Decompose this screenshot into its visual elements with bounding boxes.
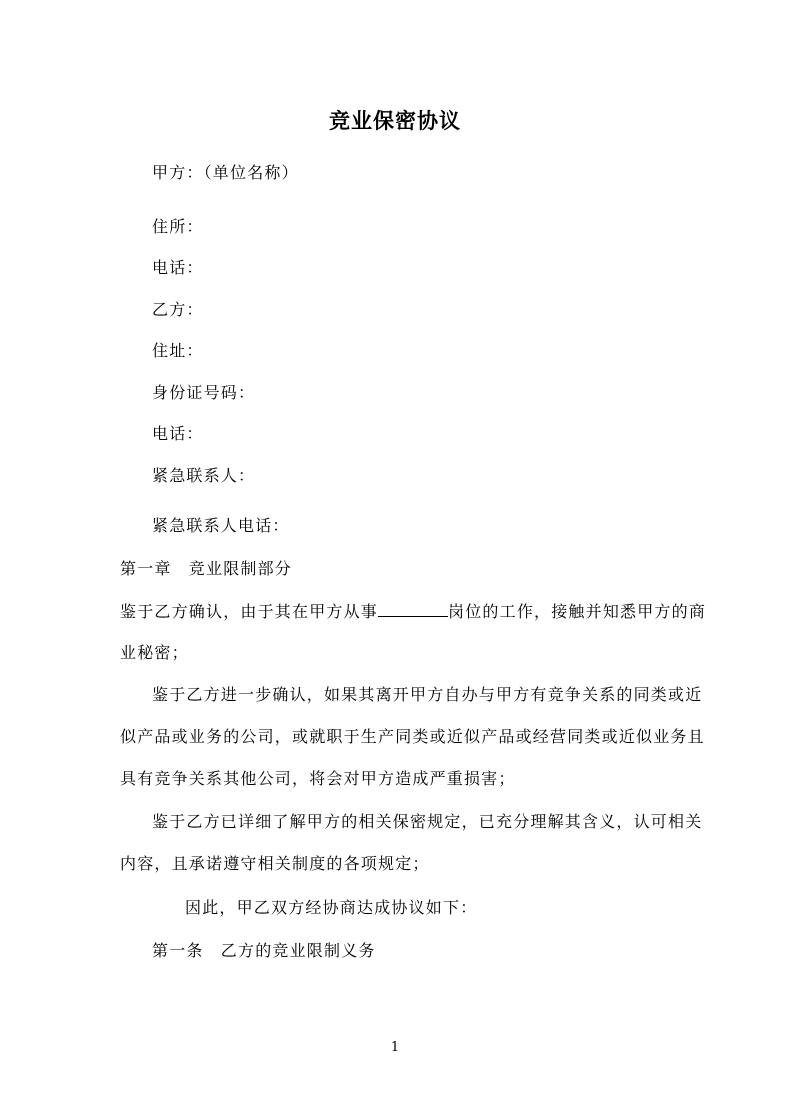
- paragraph-1: [120, 601, 706, 622]
- party-a-field: 甲方：（单位名称）: [152, 163, 299, 182]
- emergency-contact-field: 紧急联系人：: [152, 466, 256, 485]
- para1-text-b: 岗位的工作，接触并知悉甲方的商: [448, 602, 707, 621]
- chapter-heading: 第一章 竞业限制部分: [120, 559, 293, 578]
- paragraph-4: 因此，甲乙双方经协商达成协议如下：: [185, 898, 478, 917]
- party-b-field: 乙方：: [152, 300, 204, 319]
- phone-field-b: 电话：: [152, 424, 204, 443]
- paragraph-2-line: 具有竞争关系其他公司，将会对甲方造成严重损害；: [120, 769, 516, 788]
- residence-field: 住址：: [152, 341, 204, 360]
- paragraph-3-line: 内容，且承诺遵守相关制度的各项规定；: [120, 854, 430, 873]
- paragraph-3-line: 鉴于乙方已详细了解甲方的相关保密规定，已充分理解其含义，认可相关: [152, 812, 703, 831]
- position-blank: [378, 601, 448, 617]
- emergency-phone-field: 紧急联系人电话：: [152, 516, 290, 535]
- address-field: 住所：: [152, 217, 204, 236]
- article-heading: 第一条 乙方的竞业限制义务: [152, 941, 376, 960]
- paragraph-2-line: 似产品或业务的公司，或就职于生产同类或近似产品或经营同类或近似业务且: [120, 727, 705, 746]
- document-title: 竞业保密协议: [329, 108, 461, 133]
- paragraph-1-cont: 业秘密；: [120, 643, 189, 662]
- phone-field: 电话：: [152, 258, 204, 277]
- page-number: 1: [390, 1040, 400, 1055]
- para1-text-a: 鉴于乙方确认，由于其在甲方从事: [120, 602, 379, 621]
- id-number-field: 身份证号码：: [152, 383, 256, 402]
- paragraph-2-line: 鉴于乙方进一步确认，如果其离开甲方自办与甲方有竞争关系的同类或近: [152, 685, 703, 704]
